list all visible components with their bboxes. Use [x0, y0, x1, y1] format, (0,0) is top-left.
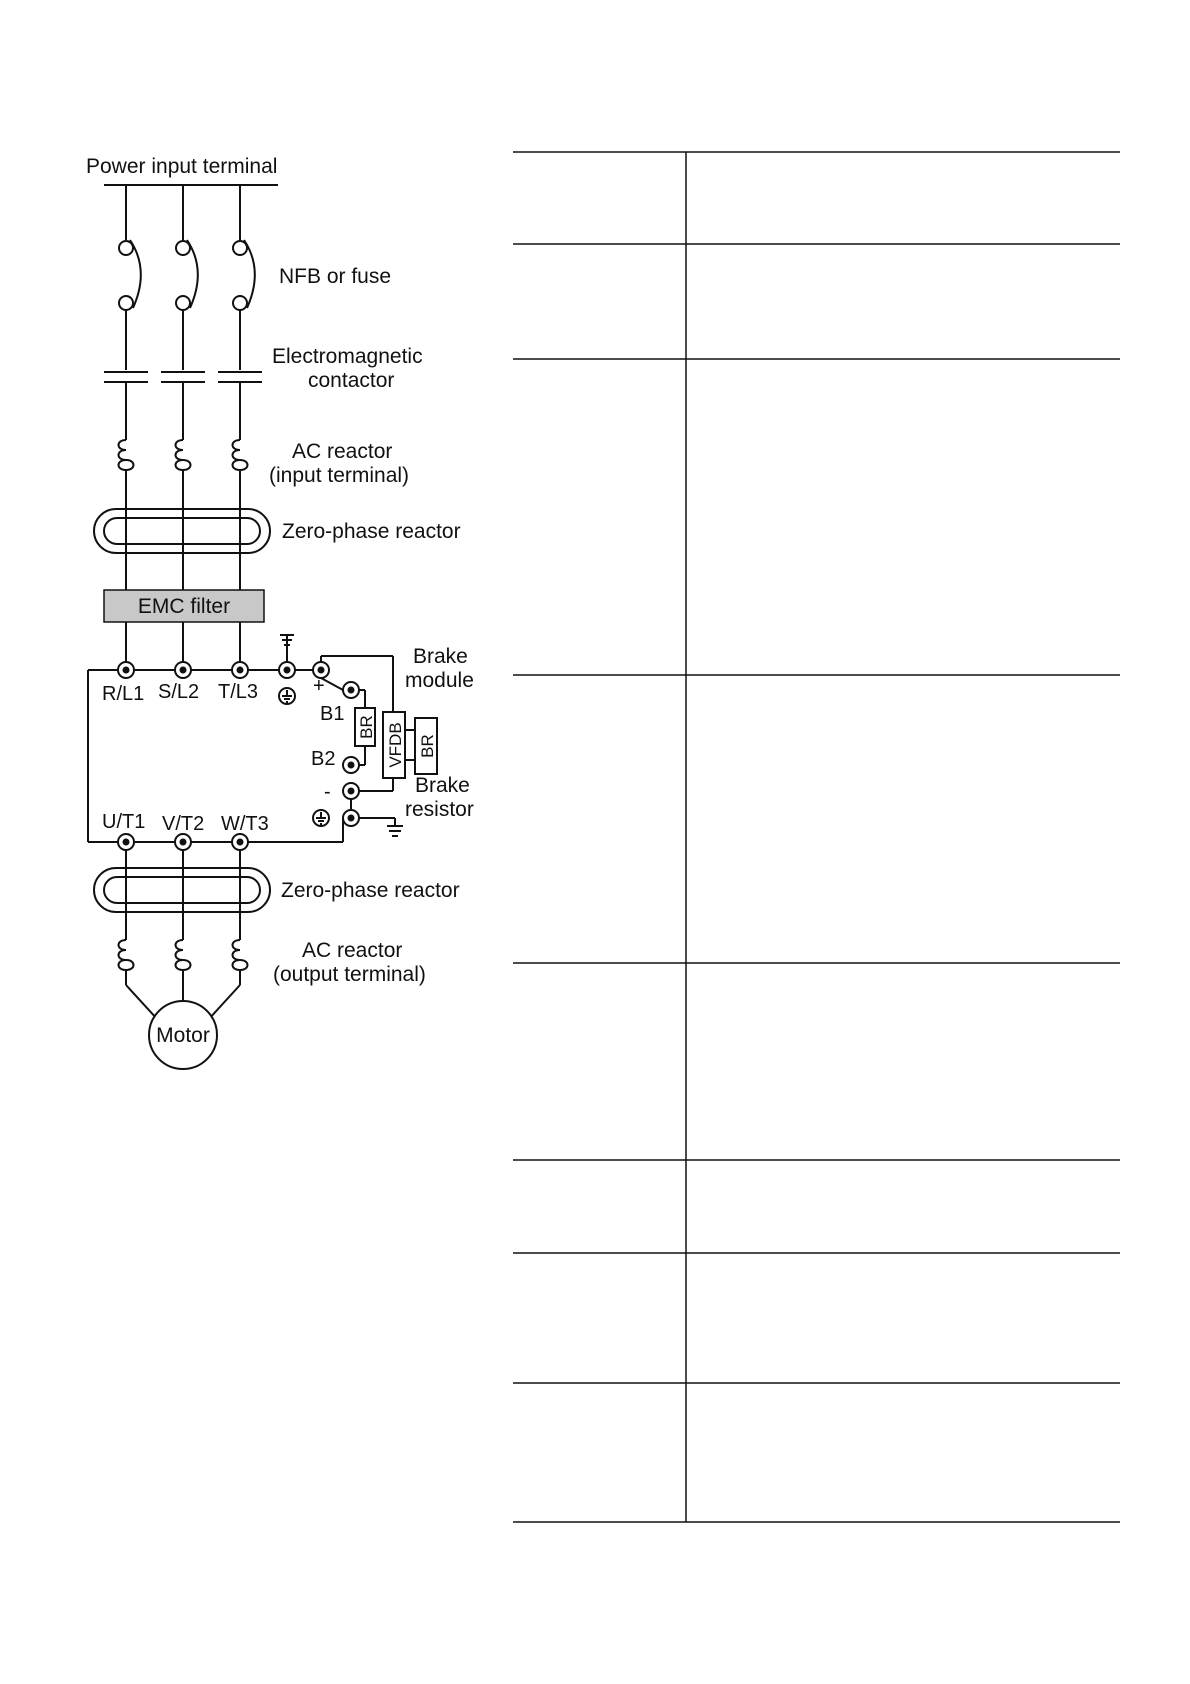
description-table — [513, 152, 1120, 1522]
brake-module-vfdb: VFDB — [386, 722, 405, 768]
ac-reactor-output-label-line2: (output terminal) — [273, 963, 426, 986]
nfb-fuse-switches — [119, 240, 255, 370]
terminal-plus-label: + — [313, 675, 325, 697]
ac-reactor-input-coils — [119, 440, 248, 590]
terminal-v-label: V/T2 — [162, 813, 205, 835]
terminal-r-label: R/L1 — [102, 683, 145, 705]
brake-module-label-line1: Brake — [413, 645, 468, 668]
power-input-label: Power input terminal — [86, 155, 278, 178]
brake-resistor-br2: BR — [418, 734, 437, 758]
terminal-s-label: S/L2 — [158, 681, 200, 703]
input-phase-wires — [126, 185, 240, 240]
brake-module-label-line2: module — [405, 669, 474, 692]
ac-reactor-output-label-line1: AC reactor — [302, 939, 403, 962]
ground-icon-bottom — [313, 810, 329, 826]
ground-icon-top — [279, 688, 295, 704]
terminal-minus-label: - — [324, 781, 331, 803]
zero-phase-reactor-input-label: Zero-phase reactor — [282, 520, 461, 543]
nfb-label: NFB or fuse — [279, 265, 392, 288]
contactor-symbols — [104, 372, 262, 440]
ground-terminal-top — [279, 635, 295, 678]
brake-resistor-label-line1: Brake — [415, 774, 470, 797]
motor-label: Motor — [156, 1024, 210, 1047]
terminal-t-label: T/L3 — [218, 681, 259, 703]
ac-reactor-input-label-line1: AC reactor — [292, 440, 393, 463]
brake-resistor-label-line2: resistor — [405, 798, 474, 821]
contactor-label-line2: contactor — [308, 369, 395, 392]
contactor-label-line1: Electromagnetic — [272, 345, 423, 368]
ac-reactor-input-label-line2: (input terminal) — [269, 464, 410, 487]
zero-phase-reactor-output-label: Zero-phase reactor — [281, 879, 460, 902]
terminal-b2-label: B2 — [311, 748, 336, 770]
terminal-u-label: U/T1 — [102, 811, 146, 833]
brake-resistor-br1: BR — [357, 715, 376, 739]
terminal-b1-label: B1 — [320, 703, 345, 725]
terminal-w-label: W/T3 — [221, 813, 269, 835]
emc-filter-label: EMC filter — [137, 595, 231, 618]
